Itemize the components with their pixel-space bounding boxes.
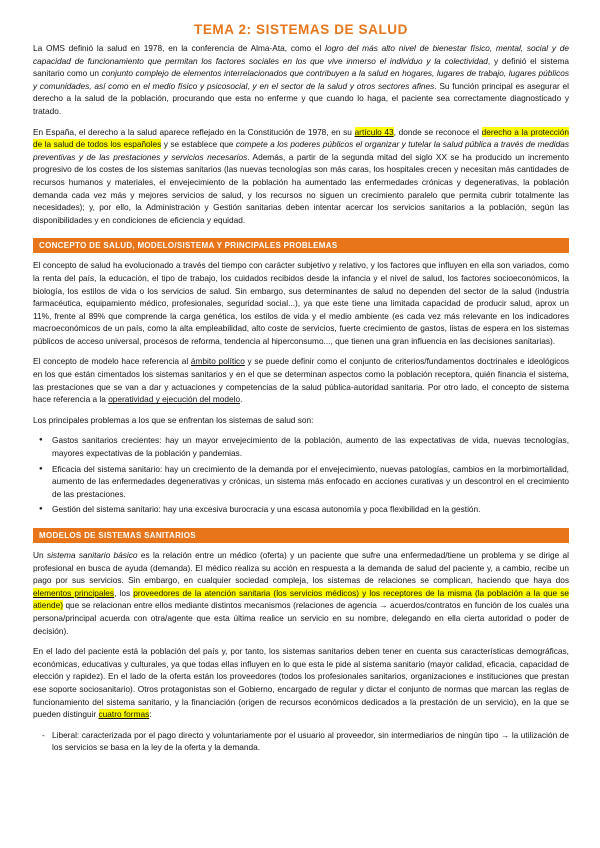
- highlight-articulo-43: artículo 43: [354, 126, 394, 137]
- section1-paragraph-3: Los principales problemas a los que se enfrentan los sistemas de salud son:: [33, 414, 314, 425]
- page-title: TEMA 2: SISTEMAS DE SALUD: [193, 22, 408, 37]
- highlight-proveedores-receptores: proveedores de la atención sanitaria (los servicios médicos) y los receptores de la misma (la población a la que se atiende): [33, 587, 569, 611]
- section1-paragraph-2: El concepto de modelo hace referencia al ámbito político y se puede definir como el conjunto de criterios/fundamentos doctrinales e ideológicos en los que están cimentados los sistemas sanitarios y en el que se determinan aspectos como la población receptora, quién financia el sistema, las prestaciones que se van a dar y actuaciones y competencias de la salud pública-autoridad sanitaria. Por otro lado, el concepto de sistema hace referencia a la operatividad y ejecución del modelo.: [33, 356, 569, 405]
- section2-paragraph-2: En el lado del paciente está la población del país y, por tanto, los sistemas sanitarios deben tener en cuenta sus características demográficas, económicas, educativas y culturales, ya que todas ellas influyen en lo que esta le pide al sistema sanitario (mayor calidad, eficacia, capacidad de elección y rapidez). En el lado de la oferta están los proveedores (todos los profesionales sanitarios, organizaciones e instituciones que prestan ese soporte sociosanitario). Otros protagonistas son el Gobierno, encargado de regular y dictar el conjunto de normas que marcan las reglas de funcionamiento del sistema sanitario, y la financiación (origen de recursos económicos dedicados a la prestación de un servicio), en la que se pueden distinguir cuatro formas:: [33, 646, 569, 720]
- list-item: - Liberal: caracterizada por el pago directo y voluntariamente por el usuario al proveedor, sin intermediarios de ningún tipo → la utilización de los servicios se basa en la ley de la oferta y la demanda.: [52, 729, 569, 754]
- section-heading-modelos: MODELOS DE SISTEMAS SANITARIOS: [33, 528, 569, 543]
- list-item: ● Gestión del sistema sanitario: hay una excesiva burocracia y una escasa autonomía y poca flexibilidad en la gestión.: [52, 503, 569, 516]
- highlight-cuatro-formas: cuatro formas: [98, 709, 150, 720]
- section1-paragraph-1: El concepto de salud ha evolucionado a través del tiempo con carácter subjetivo y relativo, y los factores que influyen en ella son variados, como la renta del país, la educación, el tipo de trabajo, los cuidados recibidos desde la infancia y el nivel de salud, los factores socioeconómicos, la biología, los estilos de vida o los servicios de salud. Sin embargo, sus determinantes de salud no dependen del sector de la salud (industria farmacéutica, equipamiento médico, profesionales, seguridad social...), ya que este tiene una limitada capacidad de producir salud, aprox un 11%, frente al 89% que comprende la carga genética, los estilos de vida y el medio ambiente (es cada vez más relevante en los indicadores macroeconómicos de un país, como la alta empleabilidad, alto coste de servicios, fuerte crecimiento de gastos, listas de espera en los sistemas públicos de acceso universal, procesos de reforma, tendencia al hiperconsumo..., que tienen una gran influencia en las decisiones sanitarias).: [33, 260, 569, 346]
- section2-paragraph-1: Un sistema sanitario básico es la relación entre un médico (oferta) y un paciente que sufre una enfermedad/tiene un problema y se dirige al profesional en busca de ayuda (demanda). El médico realiza su acción en respuesta a la demanda de salud del paciente y, a cambio, recibe un pago por sus servicios. Sin embargo, en cualquier sociedad compleja, los sistemas de relaciones se complican, haciendo que haya dos elementos principales, los proveedores de la atención sanitaria (los servicios médicos) y los receptores de la misma (la población a la que se atiende) que se relacionan entre ellos mediante distintos mecanismos (relaciones de agencia → acuerdos/contratos en función de los cuales una persona/principal acuerda con otra/agente que esta última realice un servicio en su nombre, delegando en ella cierta autoridad o poder de decisión).: [33, 550, 569, 636]
- highlight-derecho-proteccion: derecho a la protección de la salud de todos los españoles: [33, 126, 569, 150]
- underline-ambito-politico: ámbito político: [190, 356, 245, 367]
- problems-list: [33, 434, 569, 516]
- list-item: ● Gastos sanitarios crecientes: hay un mayor envejecimiento de la población, aumento de las expectativas de vida, nuevas tecnologías, mayores expectativas de la población y pandemias.: [52, 434, 569, 459]
- highlight-elementos-principales: elementos principales: [33, 587, 115, 598]
- list-item: ● Eficacia del sistema sanitario: hay un crecimiento de la demanda por el envejecimiento, nuevas patologías, cambios en la morbimortalidad, aumento de las enfermedades degenerativas y crónicas, un sistema más enfocado en acciones curativas y un descontrol en el crecimiento de las prestaciones.: [52, 463, 569, 501]
- intro-paragraph-1: La OMS definió la salud en 1978, en la conferencia de Alma-Ata, como el logro del más alto nivel de bienestar físico, mental, social y de capacidad de funcionamiento que permitan los factores sociales en los que vive inmerso el individuo y la colectividad, y definió el sistema sanitario como un conjunto complejo de elementos interrelacionados que contribuyen a la salud en hogares, lugares de trabajo, lugares públicos y comunidades, así como en el medio físico y psicosocial, y en el sector de la salud y otros sectores afines. Su función principal es asegurar el derecho a la salud de la población, procurando que esta no enferme y que cuando lo haga, el paciente sea correctamente diagnosticado y tratado.: [33, 43, 569, 116]
- section-heading-concepto: CONCEPTO DE SALUD, MODELO/SISTEMA Y PRINCIPALES PROBLEMAS: [33, 238, 569, 253]
- underline-operatividad: operatividad y ejecución del modelo: [108, 394, 241, 405]
- intro-paragraph-2: En España, el derecho a la salud aparece reflejado en la Constitución de 1978, en su artículo 43, donde se reconoce el derecho a la protección de la salud de todos los españoles y se establece que compete a los poderes públicos el organizar y tutelar la salud pública a través de medidas preventivas y de las prestaciones y servicios necesarios. Además, a partir de la segunda mitad del siglo XX se ha producido un incremento progresivo de los costes de los sistemas sanitarios (las nuevas tecnologías son más caras, los hospitales crecen y necesitan más cantidades de recursos humanos y materiales, el envejecimiento de la población ha aumentado las enfermedades crónicas y degenerativas, la población demanda cada vez más y mejores servicios de salud, y los recursos no siguen un crecimiento paralelo que permita cubrir totalmente las necesidades); y, por ello, la Administración y Gestión sanitarias deben intentar acercar los servicios sanitarios a la población, según las disponibilidades y en condiciones de eficiencia y equidad.: [33, 126, 569, 225]
- financing-forms-list: [33, 729, 569, 754]
